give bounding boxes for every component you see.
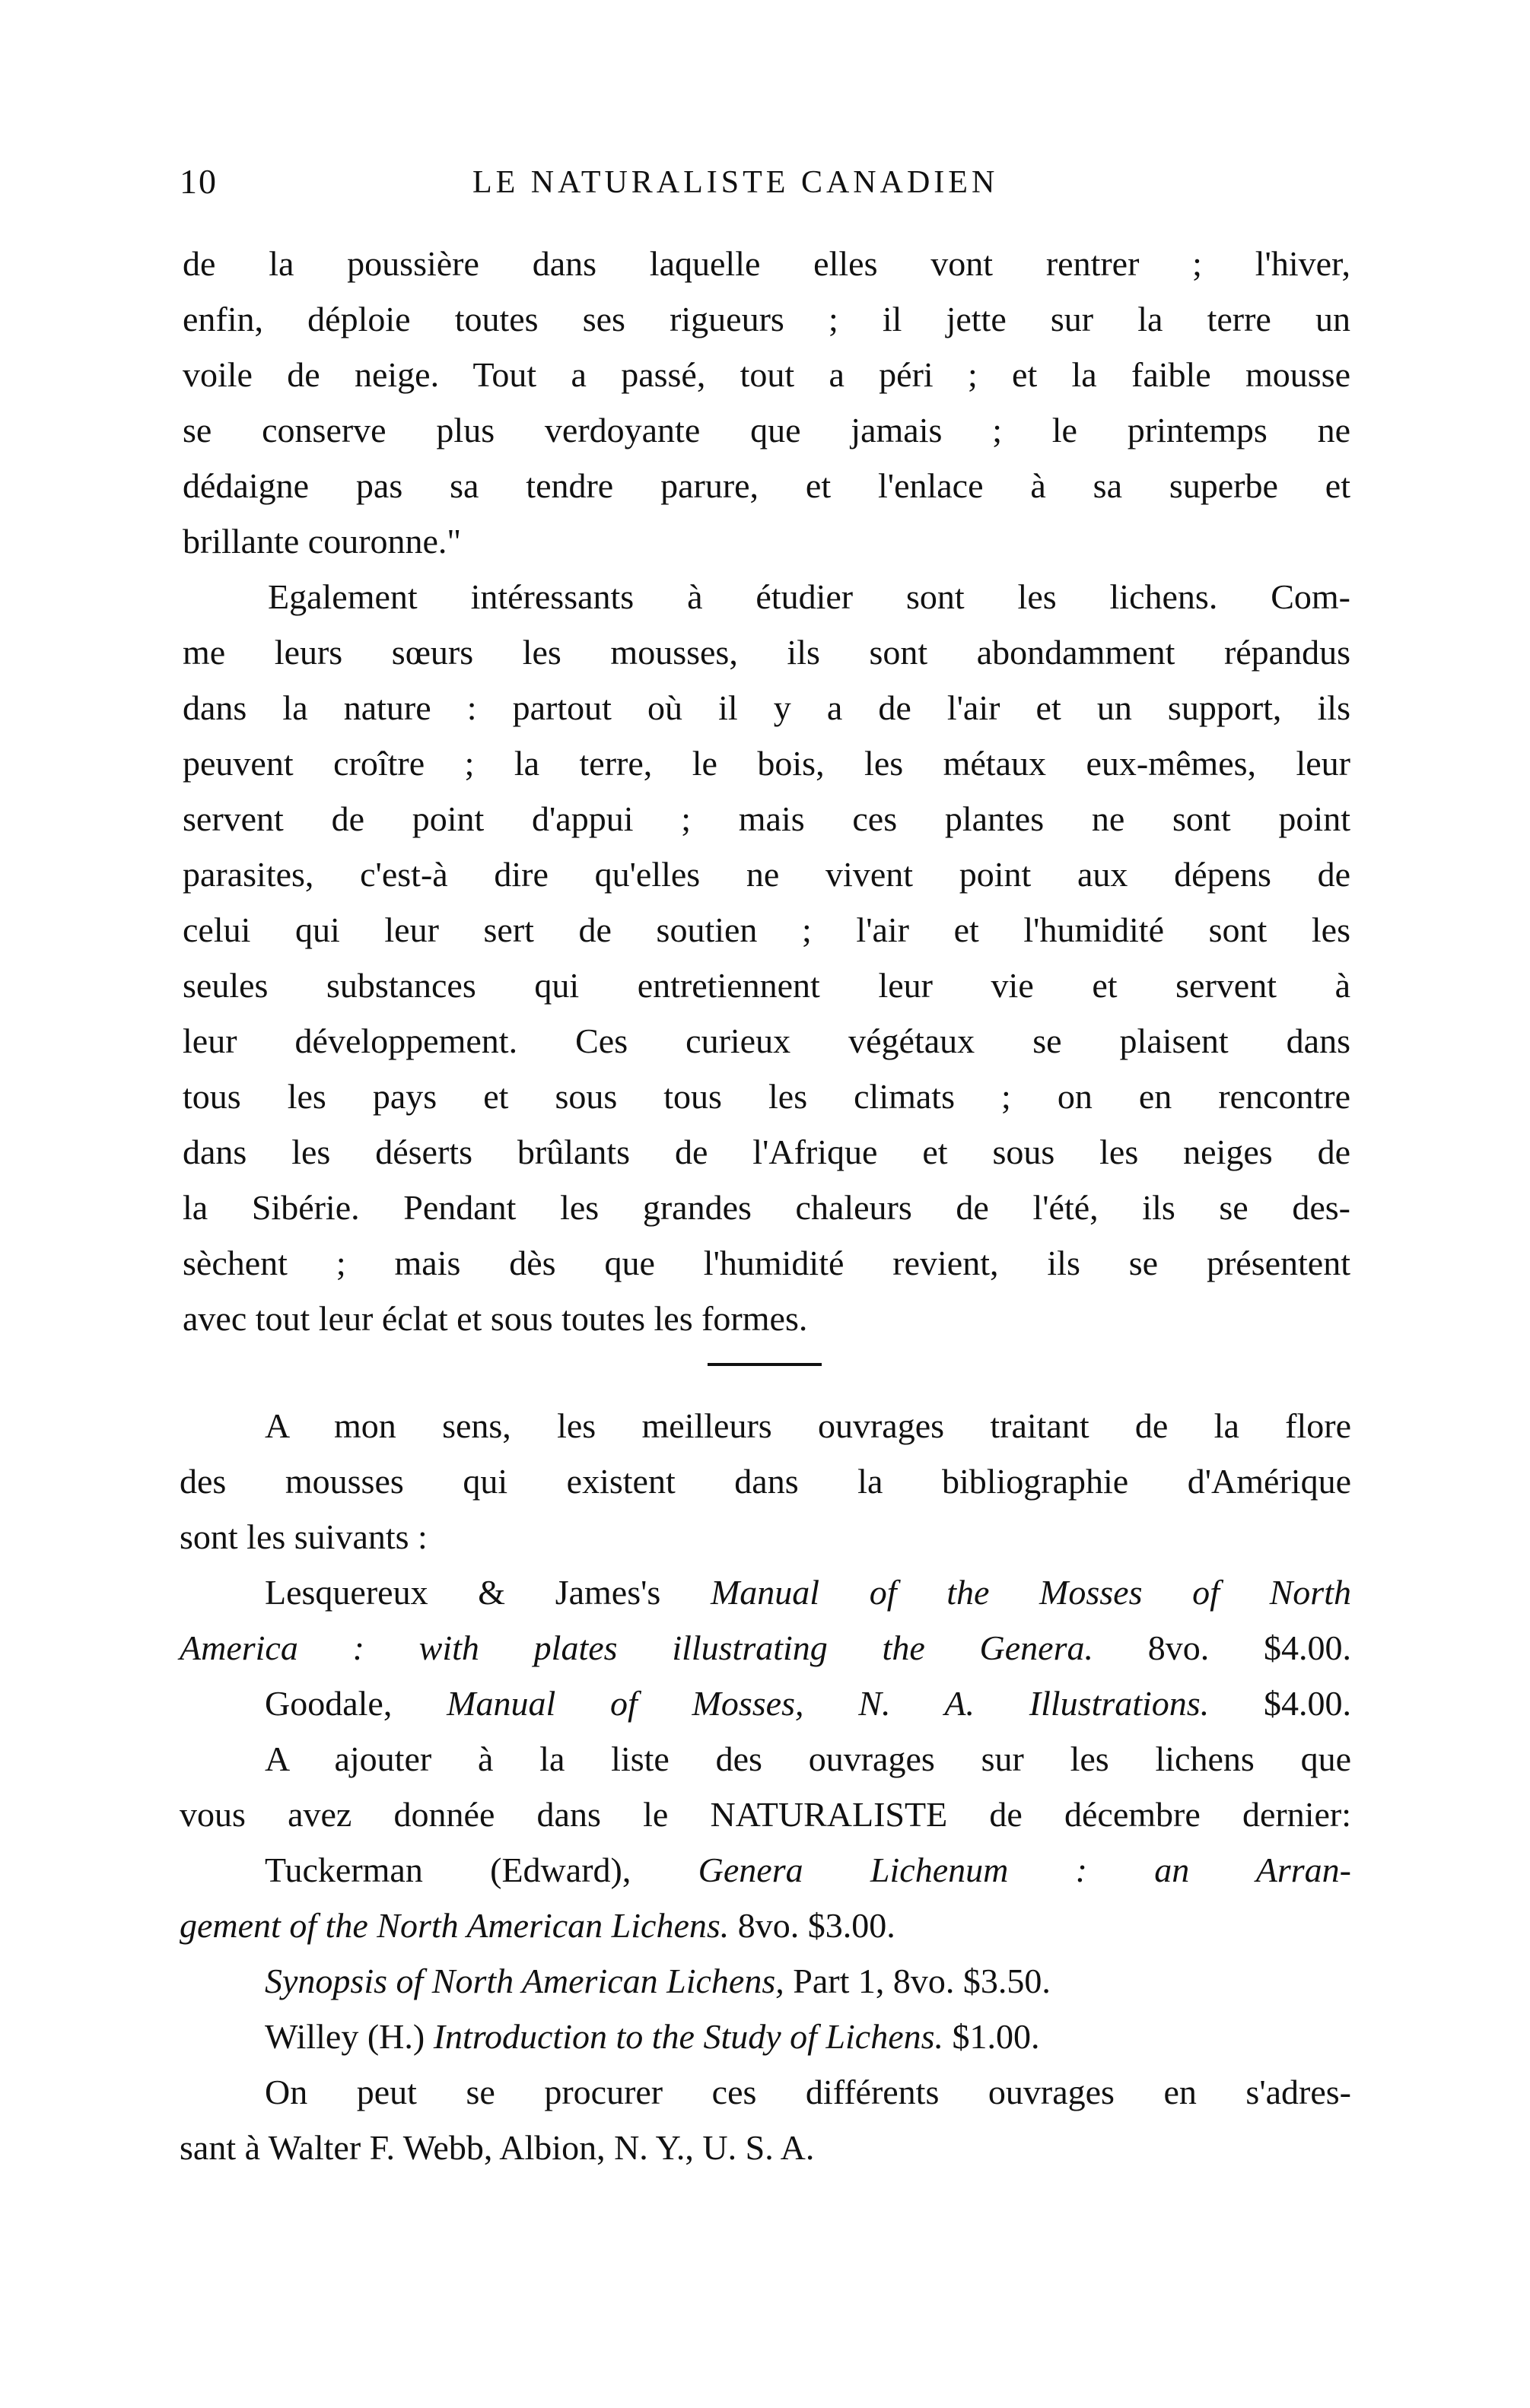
reference-details: 8vo. $3.00. bbox=[737, 1906, 895, 1945]
text-line: celui qui leur sert de soutien ; l'air et l'humidité sont les bbox=[183, 910, 1350, 949]
text-line: dans les déserts brûlants de l'Afrique et sous les neiges de bbox=[183, 1133, 1350, 1171]
running-head: LE NATURALISTE CANADIEN bbox=[472, 165, 999, 200]
text-line: dans la nature : partout où il y a de l'air et un support, ils bbox=[183, 688, 1350, 727]
text-line: me leurs sœurs les mousses, ils sont abondamment répandus bbox=[183, 633, 1350, 672]
reference-details: 8vo. $4.00. bbox=[1147, 1628, 1351, 1667]
reference-title: Synopsis of North American Lichens, bbox=[265, 1962, 784, 2000]
text-line: se conserve plus verdoyante que jamais ; le printemps ne bbox=[183, 411, 1350, 450]
text-line: enfin, déploie toutes ses rigueurs ; il jette sur la terre un bbox=[183, 300, 1350, 338]
text-line: vous avez donnée dans le NATURALISTE de décembre dernier: bbox=[180, 1795, 1351, 1834]
reference-author: Tuckerman (Edward), bbox=[265, 1850, 631, 1889]
text-line: servent de point d'appui ; mais ces plantes ne sont point bbox=[183, 799, 1350, 838]
text-line: la Sibérie. Pendant les grandes chaleurs de l'été, ils se des- bbox=[183, 1188, 1350, 1227]
reference-title: gement of the North American Lichens. bbox=[180, 1906, 730, 1945]
reference-details: Part 1, 8vo. $3.50. bbox=[793, 1962, 1051, 2000]
reference-title: Manual of Mosses, N. A. Illustrations. bbox=[447, 1684, 1210, 1723]
text-line: Egalement intéressants à étudier sont les lichens. Com- bbox=[268, 577, 1350, 616]
page-header bbox=[180, 161, 1366, 207]
reference-line bbox=[180, 1898, 1351, 1953]
reference-line bbox=[180, 1620, 1351, 1676]
text-line: seules substances qui entretiennent leur vie et servent à bbox=[183, 966, 1350, 1005]
text-line: sèchent ; mais dès que l'humidité revient, ils se présentent bbox=[183, 1244, 1350, 1282]
text-line: A ajouter à la liste des ouvrages sur les lichens que bbox=[265, 1739, 1351, 1778]
text-line: avec tout leur éclat et sous toutes les formes. bbox=[183, 1299, 808, 1338]
text-line: voile de neige. Tout a passé, tout a péri ; et la faible mousse bbox=[183, 355, 1350, 394]
text-line: des mousses qui existent dans la bibliographie d'Amérique bbox=[180, 1462, 1351, 1501]
reference-author: Lesquereux & James's bbox=[265, 1573, 661, 1612]
bibliography-section bbox=[180, 1398, 1351, 2175]
reference-line bbox=[180, 1676, 1351, 1731]
reference-title: Genera Lichenum : an Arran- bbox=[698, 1850, 1351, 1889]
reference-line bbox=[180, 1842, 1351, 1898]
reference-details: $4.00. bbox=[1264, 1684, 1351, 1723]
text-line: leur développement. Ces curieux végétaux se plaisent dans bbox=[183, 1021, 1350, 1060]
reference-details: $1.00. bbox=[952, 2017, 1040, 2056]
reference-line bbox=[180, 1953, 1351, 2009]
text-line: de la poussière dans laquelle elles vont rentrer ; l'hiver, bbox=[183, 244, 1350, 283]
reference-author: Goodale, bbox=[265, 1684, 393, 1723]
text-line: A mon sens, les meilleurs ouvrages traitant de la flore bbox=[265, 1406, 1351, 1445]
reference-line bbox=[180, 2009, 1351, 2064]
text-line: peuvent croître ; la terre, le bois, les métaux eux-mêmes, leur bbox=[183, 744, 1350, 783]
text-line: brillante couronne." bbox=[183, 522, 462, 561]
reference-title: Introduction to the Study of Lichens. bbox=[433, 2017, 944, 2056]
text-line: tous les pays et sous tous les climats ; on en rencontre bbox=[183, 1077, 1350, 1116]
text-line: On peut se procurer ces différents ouvrages en s'adres- bbox=[265, 2073, 1351, 2111]
page-number: 10 bbox=[180, 162, 218, 201]
text-line: parasites, c'est-à dire qu'elles ne vivent point aux dépens de bbox=[183, 855, 1350, 894]
text-line: sant à Walter F. Webb, Albion, N. Y., U. S. A. bbox=[180, 2128, 815, 2167]
reference-line bbox=[180, 1565, 1351, 1620]
text-line: sont les suivants : bbox=[180, 1517, 428, 1556]
reference-title: America : with plates illustrating the Genera. bbox=[180, 1628, 1093, 1667]
section-separator bbox=[708, 1363, 822, 1366]
reference-title: Manual of the Mosses of North bbox=[710, 1573, 1351, 1612]
reference-author: Willey (H.) bbox=[265, 2017, 425, 2056]
body-text bbox=[183, 236, 1350, 1346]
text-line: dédaigne pas sa tendre parure, et l'enlace à sa superbe et bbox=[183, 466, 1350, 505]
